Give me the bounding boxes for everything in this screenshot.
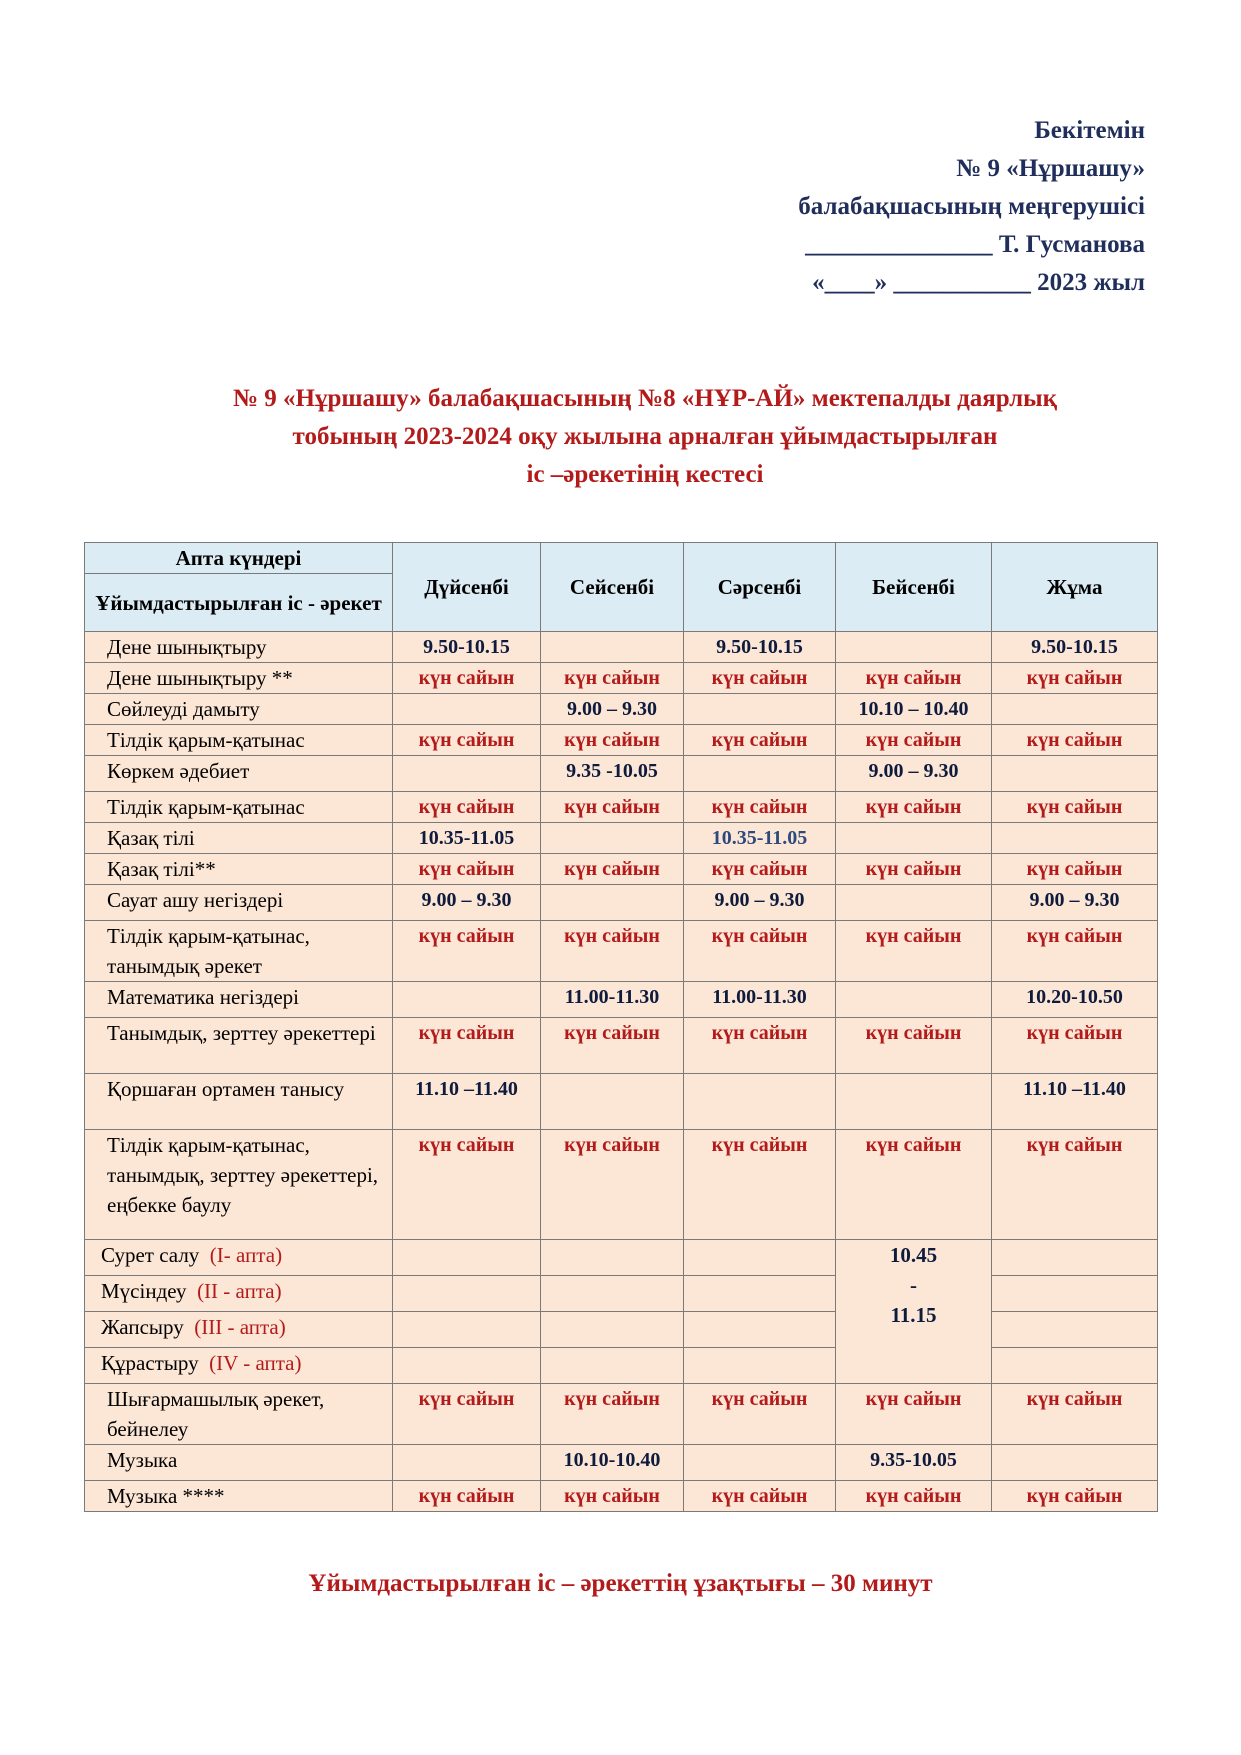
subject-cell: [85, 1276, 393, 1312]
subject-cell: Тілдік қарым-қатынас, танымдық, зерттеу әрекеттері, еңбекке баулу: [85, 1130, 393, 1240]
header-day-5: Жұма: [992, 543, 1158, 632]
schedule-cell: күн сайын: [393, 921, 541, 982]
table-row: [85, 823, 1158, 854]
schedule-cell: күн сайын: [541, 854, 684, 885]
table-row: [85, 1130, 1158, 1240]
footer-note: Ұйымдастырылған іс – әрекеттің ұзақтығы – 30 минут: [308, 1570, 933, 1597]
subject-cell: Тілдік қарым-қатынас, танымдық әрекет: [85, 921, 393, 982]
schedule-cell: күн сайын: [541, 1130, 684, 1240]
schedule-cell: [393, 694, 541, 725]
schedule-cell: [393, 1348, 541, 1384]
schedule-cell: [836, 632, 992, 663]
table-row: [85, 885, 1158, 921]
schedule-cell: [684, 756, 836, 792]
schedule-cell: 11.00-11.30: [684, 982, 836, 1018]
schedule-table: [84, 542, 1158, 1512]
subject-cell: Дене шынықтыру **: [85, 663, 393, 694]
subject-cell: Музыка ****: [85, 1481, 393, 1512]
schedule-cell: [836, 982, 992, 1018]
schedule-cell: күн сайын: [393, 1130, 541, 1240]
table-row: [85, 663, 1158, 694]
schedule-cell: күн сайын: [992, 921, 1158, 982]
title-line-3: іс –әрекетінің кестесі: [526, 461, 764, 488]
schedule-cell: [684, 1276, 836, 1312]
table-row: [85, 1445, 1158, 1481]
schedule-cell: [393, 1276, 541, 1312]
schedule-cell: күн сайын: [992, 725, 1158, 756]
schedule-cell: күн сайын: [836, 1018, 992, 1074]
schedule-cell: 9.50-10.15: [684, 632, 836, 663]
schedule-cell: [541, 1074, 684, 1130]
week-label: (І- апта): [209, 1243, 283, 1267]
table-row: [85, 1348, 1158, 1384]
table-row: [85, 1481, 1158, 1512]
schedule-cell: [393, 982, 541, 1018]
schedule-cell: 9.00 – 9.30: [684, 885, 836, 921]
schedule-cell: [836, 885, 992, 921]
subject-cell: Математика негіздері: [85, 982, 393, 1018]
schedule-cell: [992, 1445, 1158, 1481]
schedule-cell: [541, 1348, 684, 1384]
subject-cell: Дене шынықтыру: [85, 632, 393, 663]
subject-cell: Сөйлеуді дамыту: [85, 694, 393, 725]
schedule-cell: күн сайын: [393, 663, 541, 694]
schedule-cell: күн сайын: [393, 792, 541, 823]
subject-cell: [85, 1312, 393, 1348]
schedule-cell: 11.00-11.30: [541, 982, 684, 1018]
schedule-cell: [541, 1312, 684, 1348]
schedule-cell: [684, 1312, 836, 1348]
subject-cell: Тілдік қарым-қатынас: [85, 792, 393, 823]
schedule-cell: [992, 1312, 1158, 1348]
schedule-cell: күн сайын: [992, 1481, 1158, 1512]
schedule-cell: [992, 694, 1158, 725]
schedule-cell: күн сайын: [541, 1384, 684, 1445]
title-line-2: тобының 2023-2024 оқу жылына арналған ұйымдастырылған: [292, 423, 998, 450]
table-row: [85, 756, 1158, 792]
schedule-cell: күн сайын: [541, 1018, 684, 1074]
art-time-start: 10.45: [889, 1243, 938, 1267]
schedule-cell: күн сайын: [393, 1481, 541, 1512]
schedule-cell: 9.00 – 9.30: [393, 885, 541, 921]
schedule-cell: 9.35 -10.05: [541, 756, 684, 792]
art-time-end: 11.15: [890, 1303, 937, 1327]
schedule-cell: күн сайын: [992, 854, 1158, 885]
schedule-cell: [992, 1276, 1158, 1312]
schedule-cell: күн сайын: [992, 1018, 1158, 1074]
table-row: [85, 1384, 1158, 1445]
schedule-cell: күн сайын: [684, 1384, 836, 1445]
schedule-cell: [992, 1348, 1158, 1384]
week-label: (ІІІ - апта): [194, 1315, 286, 1339]
schedule-cell: [992, 823, 1158, 854]
table-row: [85, 921, 1158, 982]
schedule-cell: [541, 632, 684, 663]
header-activity: Ұйымдастырылған іс - әрекет: [85, 574, 393, 632]
schedule-cell: күн сайын: [541, 663, 684, 694]
schedule-cell: 11.10 –11.40: [393, 1074, 541, 1130]
schedule-cell: күн сайын: [992, 1384, 1158, 1445]
art-subject: Сурет салу: [101, 1243, 200, 1267]
schedule-cell: күн сайын: [836, 1384, 992, 1445]
schedule-cell: күн сайын: [836, 854, 992, 885]
schedule-cell: күн сайын: [541, 1481, 684, 1512]
schedule-cell: [541, 823, 684, 854]
schedule-cell: [393, 756, 541, 792]
table-row: [85, 1074, 1158, 1130]
table-row: [85, 1018, 1158, 1074]
title-line-1: № 9 «Нұршашу» балабақшасының №8 «НҰР-АЙ» мектепалды даярлық: [232, 385, 1058, 412]
schedule-cell: күн сайын: [836, 1130, 992, 1240]
approval-line-3: балабақшасының меңгерушісі: [798, 193, 1145, 220]
schedule-cell: [684, 1240, 836, 1276]
table-row: [85, 1240, 1158, 1276]
schedule-cell: [541, 1276, 684, 1312]
approval-line-4: _______________ Т. Гусманова: [805, 231, 1145, 258]
subject-cell: Танымдық, зерттеу әрекеттері: [85, 1018, 393, 1074]
schedule-cell: күн сайын: [684, 921, 836, 982]
schedule-cell: [684, 1445, 836, 1481]
subject-cell: Қазақ тілі**: [85, 854, 393, 885]
approval-line-5: «____» ___________ 2023 жыл: [812, 269, 1145, 296]
schedule-cell: 11.10 –11.40: [992, 1074, 1158, 1130]
week-label: (IV - апта): [209, 1351, 302, 1375]
schedule-cell: [992, 756, 1158, 792]
header-day-4: Бейсенбі: [836, 543, 992, 632]
subject-cell: Қоршаған ортамен танысу: [85, 1074, 393, 1130]
schedule-cell: күн сайын: [836, 725, 992, 756]
schedule-cell: күн сайын: [393, 1384, 541, 1445]
header-day-3: Сәрсенбі: [684, 543, 836, 632]
art-subject: Құрастыру: [101, 1351, 199, 1375]
header-week-days: Апта күндері: [85, 543, 393, 574]
schedule-cell: күн сайын: [684, 1481, 836, 1512]
approval-line-1: Бекітемін: [1034, 117, 1145, 144]
schedule-cell: 10.35-11.05: [393, 823, 541, 854]
art-subject: Жапсыру: [101, 1315, 184, 1339]
schedule-cell: күн сайын: [992, 663, 1158, 694]
schedule-cell: [684, 694, 836, 725]
schedule-cell: күн сайын: [836, 792, 992, 823]
schedule-cell: [836, 823, 992, 854]
schedule-cell: [836, 1074, 992, 1130]
schedule-cell: күн сайын: [684, 1130, 836, 1240]
schedule-cell: күн сайын: [684, 792, 836, 823]
schedule-cell: күн сайын: [992, 792, 1158, 823]
art-time-dash: -: [910, 1273, 917, 1297]
schedule-cell: 9.00 – 9.30: [992, 885, 1158, 921]
schedule-cell: [684, 1074, 836, 1130]
subject-cell: [85, 1348, 393, 1384]
schedule-cell: күн сайын: [836, 1481, 992, 1512]
schedule-cell: 10.20-10.50: [992, 982, 1158, 1018]
week-label: (ІІ - апта): [197, 1279, 282, 1303]
subject-cell: Шығармашылық әрекет, бейнелеу: [85, 1384, 393, 1445]
header-day-1: Дүйсенбі: [393, 543, 541, 632]
table-row: [85, 1312, 1158, 1348]
table-row: [85, 1276, 1158, 1312]
subject-cell: Музыка: [85, 1445, 393, 1481]
schedule-cell: [992, 1240, 1158, 1276]
schedule-cell: күн сайын: [393, 1018, 541, 1074]
schedule-cell: күн сайын: [541, 725, 684, 756]
table-row: [85, 725, 1158, 756]
schedule-cell: күн сайын: [541, 792, 684, 823]
approval-block: [585, 112, 1145, 302]
schedule-cell: күн сайын: [684, 1018, 836, 1074]
schedule-cell: 9.00 – 9.30: [541, 694, 684, 725]
schedule-cell: [393, 1312, 541, 1348]
approval-line-2: № 9 «Нұршашу»: [956, 155, 1145, 182]
schedule-cell: [541, 885, 684, 921]
schedule-cell: 9.50-10.15: [992, 632, 1158, 663]
header-day-2: Сейсенбі: [541, 543, 684, 632]
table-row: [85, 854, 1158, 885]
schedule-cell: 10.10-10.40: [541, 1445, 684, 1481]
subject-cell: [85, 1240, 393, 1276]
schedule-cell: 10.35-11.05: [684, 823, 836, 854]
schedule-cell: күн сайын: [836, 663, 992, 694]
subject-cell: Көркем әдебиет: [85, 756, 393, 792]
schedule-cell: күн сайын: [684, 854, 836, 885]
schedule-cell: [541, 1240, 684, 1276]
table-row: [85, 694, 1158, 725]
schedule-cell: 9.00 – 9.30: [836, 756, 992, 792]
schedule-cell: күн сайын: [393, 725, 541, 756]
subject-cell: Қазақ тілі: [85, 823, 393, 854]
schedule-cell: [393, 1445, 541, 1481]
schedule-cell: 9.35-10.05: [836, 1445, 992, 1481]
schedule-cell: 9.50-10.15: [393, 632, 541, 663]
schedule-cell: күн сайын: [684, 725, 836, 756]
subject-cell: Сауат ашу негіздері: [85, 885, 393, 921]
document-title: [150, 380, 1140, 494]
table-row: [85, 792, 1158, 823]
art-subject: Мүсіндеу: [101, 1279, 187, 1303]
table-row: [85, 632, 1158, 663]
schedule-cell: [684, 1348, 836, 1384]
schedule-cell: күн сайын: [541, 921, 684, 982]
schedule-cell: 10.10 – 10.40: [836, 694, 992, 725]
art-merged-time: [836, 1240, 992, 1384]
table-row: [85, 982, 1158, 1018]
schedule-cell: күн сайын: [836, 921, 992, 982]
schedule-cell: күн сайын: [393, 854, 541, 885]
schedule-cell: күн сайын: [684, 663, 836, 694]
schedule-cell: [393, 1240, 541, 1276]
subject-cell: Тілдік қарым-қатынас: [85, 725, 393, 756]
schedule-cell: күн сайын: [992, 1130, 1158, 1240]
header-row: [85, 543, 1158, 574]
